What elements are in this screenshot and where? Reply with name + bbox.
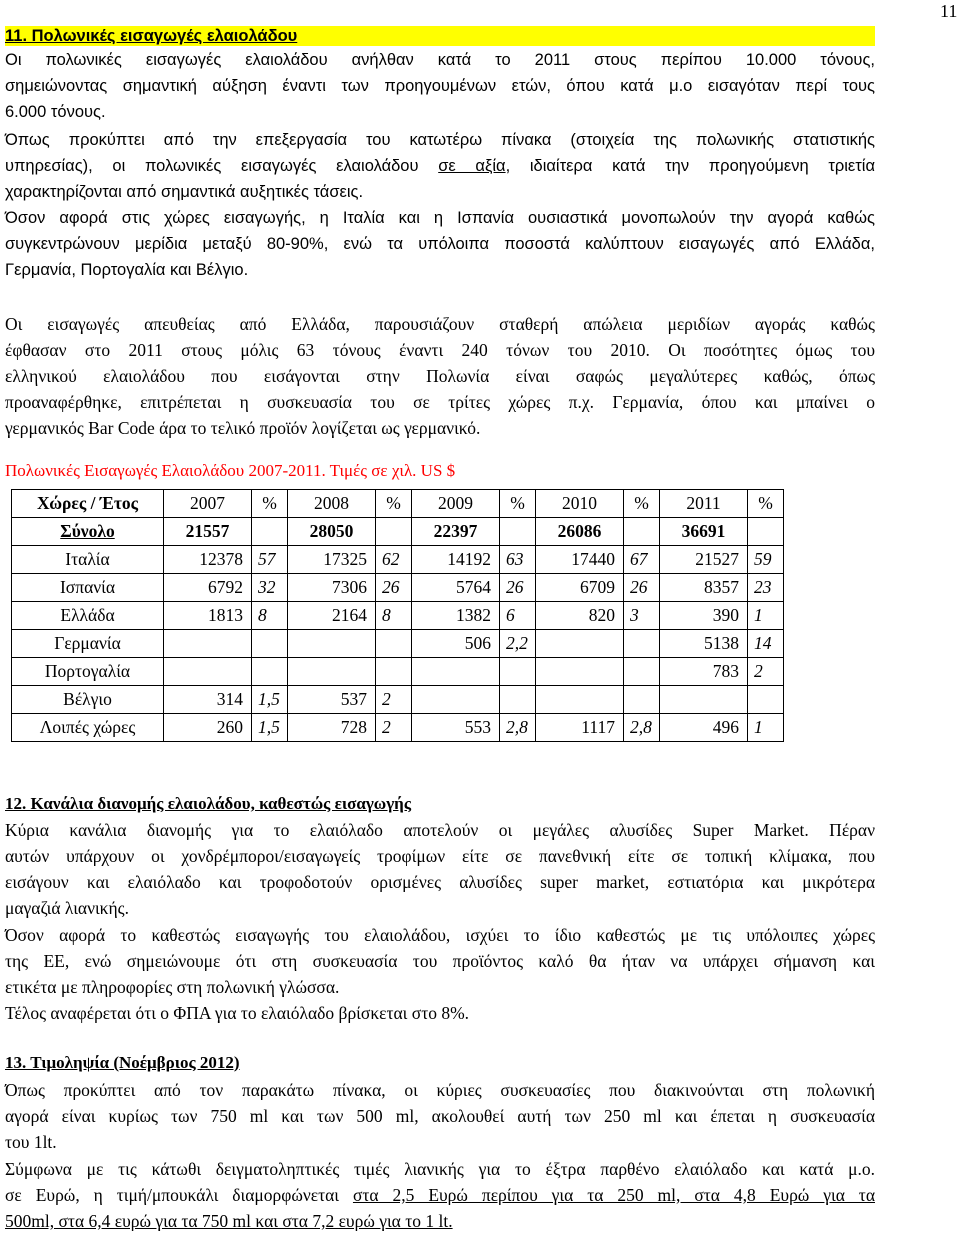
value-cell: 21527 bbox=[660, 546, 748, 574]
value-cell: 783 bbox=[660, 658, 748, 686]
value-cell: 496 bbox=[660, 714, 748, 742]
table-caption: Πολωνικές Εισαγωγές Ελαιολάδου 2007-2011. Τιμές σε χιλ. US $ bbox=[5, 461, 456, 480]
value-cell: 314 bbox=[164, 686, 252, 714]
text-line: αυτών υπάρχουν οι χονδρέμποροι/εισαγωγείς τροφίμων είτε σε πανεθνική είτε σε τοπική κλίμακα, που bbox=[5, 846, 875, 866]
value-cell: 2009 bbox=[412, 490, 500, 518]
percent-cell bbox=[376, 658, 412, 686]
percent-cell: 2 bbox=[376, 686, 412, 714]
value-cell: 26086 bbox=[536, 518, 624, 546]
percent-cell: 63 bbox=[500, 546, 536, 574]
value-cell: 260 bbox=[164, 714, 252, 742]
percent-cell: 1,5 bbox=[252, 686, 288, 714]
underlined-price-text: στα 2,5 Ευρώ περίπου για τα 250 ml, στα 4,8 Ευρώ για τα bbox=[352, 1185, 875, 1205]
value-cell: 17440 bbox=[536, 546, 624, 574]
text-line: εισάγουν και ελαιόλαδο και τροφοδοτούν ορισμένες αλυσίδες super market, εστιατόρια και μικρότερα bbox=[5, 872, 875, 892]
value-cell: 390 bbox=[660, 602, 748, 630]
percent-cell: 8 bbox=[252, 602, 288, 630]
value-cell: 8357 bbox=[660, 574, 748, 602]
value-cell bbox=[288, 630, 376, 658]
percent-cell: 2,8 bbox=[500, 714, 536, 742]
percent-cell bbox=[252, 518, 288, 546]
country-cell: Χώρες / Έτος bbox=[12, 490, 164, 518]
percent-cell: 2 bbox=[376, 714, 412, 742]
text-line: του 1lt. bbox=[5, 1132, 57, 1152]
percent-cell: % bbox=[376, 490, 412, 518]
value-cell: 22397 bbox=[412, 518, 500, 546]
text-line: της ΕΕ, ενώ σημειώνουμε ότι στη συσκευασία του προϊόντος καλό θα ήταν να υπάρχει σήμανση και bbox=[5, 951, 875, 971]
percent-cell: 1 bbox=[748, 602, 784, 630]
text-line: Κύρια κανάλια διανομής για το ελαιόλαδο αποτελούν οι μεγάλες αλυσίδες Super Market. Πέραν bbox=[5, 820, 875, 840]
value-cell bbox=[288, 658, 376, 686]
text-line: σε Ευρώ, η τιμή/μπουκάλι διαμορφώνεται στα 2,5 Ευρώ περίπου για τα 250 ml, στα 4,8 Ευρώ για τα bbox=[5, 1185, 875, 1205]
table-header-row bbox=[12, 490, 784, 518]
text-line: ελληνικού ελαιολάδου που εισάγονται στην Πολωνία είναι σαφώς μεγαλύτερες καθώς, όπως bbox=[5, 366, 875, 386]
text-line: Τέλος αναφέρεται ότι ο ΦΠΑ για το ελαιόλαδο βρίσκεται στο 8%. bbox=[5, 1003, 470, 1023]
section-11-title: 11. Πολωνικές εισαγωγές ελαιολάδου bbox=[5, 26, 875, 46]
imports-table bbox=[11, 489, 784, 742]
percent-cell: 8 bbox=[376, 602, 412, 630]
value-cell bbox=[412, 686, 500, 714]
value-cell bbox=[660, 686, 748, 714]
table-row bbox=[12, 714, 784, 742]
country-cell: Γερμανία bbox=[12, 630, 164, 658]
text-line: συγκεντρώνουν μερίδια μεταξύ 80-90%, ενώ τα υπόλοιπα ποσοστά καλύπτουν εισαγωγές από Ελλάδα, bbox=[5, 235, 875, 253]
text-line: αγορά είναι κυρίως των 750 ml και των 500 ml, ακολουθεί αυτή των 250 ml και έπεται η συσκευασία bbox=[5, 1106, 875, 1126]
percent-cell: 14 bbox=[748, 630, 784, 658]
value-cell bbox=[536, 630, 624, 658]
text-line: Οι πολωνικές εισαγωγές ελαιολάδου ανήλθαν κατά το 2011 στους περίπου 10.000 τόνους, bbox=[5, 51, 875, 69]
percent-cell: 57 bbox=[252, 546, 288, 574]
underlined-price-text: 500ml, στα 6,4 ευρώ για τα 750 ml και στα 7,2 ευρώ για το 1 lt. bbox=[5, 1211, 453, 1231]
section-12-title: 12. Κανάλια διανομής ελαιολάδου, καθεστώς εισαγωγής bbox=[5, 794, 412, 813]
country-cell: Πορτογαλία bbox=[12, 658, 164, 686]
section-13-paragraph-2 bbox=[5, 1156, 875, 1234]
value-cell: 2008 bbox=[288, 490, 376, 518]
page-number: 11 bbox=[940, 1, 958, 21]
text-line: χαρακτηρίζονται από σημαντικά αυξητικές τάσεις. bbox=[5, 183, 364, 201]
value-cell: 21557 bbox=[164, 518, 252, 546]
value-cell: 5764 bbox=[412, 574, 500, 602]
country-cell: Ελλάδα bbox=[12, 602, 164, 630]
value-cell: 1117 bbox=[536, 714, 624, 742]
text-line: έφθασαν στο 2011 στους μόλις 63 τόνους έναντι 240 τόνων του 2010. Οι ποσότητες όμως του bbox=[5, 340, 875, 360]
percent-cell bbox=[624, 518, 660, 546]
value-cell bbox=[164, 658, 252, 686]
text-line: γερμανικός Bar Code άρα το τελικό προϊόν λογίζεται ως γερμανικό. bbox=[5, 418, 481, 438]
table-row bbox=[12, 518, 784, 546]
percent-cell: 26 bbox=[376, 574, 412, 602]
value-cell: 17325 bbox=[288, 546, 376, 574]
percent-cell bbox=[500, 518, 536, 546]
percent-cell: 32 bbox=[252, 574, 288, 602]
value-cell: 1382 bbox=[412, 602, 500, 630]
table-row bbox=[12, 686, 784, 714]
percent-cell: 23 bbox=[748, 574, 784, 602]
value-cell: 36691 bbox=[660, 518, 748, 546]
value-cell: 2164 bbox=[288, 602, 376, 630]
value-cell: 2010 bbox=[536, 490, 624, 518]
section-12-paragraph-3 bbox=[5, 1000, 875, 1026]
section-11-paragraph-4 bbox=[5, 311, 875, 441]
section-13-paragraph-1 bbox=[5, 1077, 875, 1155]
percent-cell bbox=[252, 658, 288, 686]
table-row bbox=[12, 630, 784, 658]
value-cell: 2007 bbox=[164, 490, 252, 518]
text-line: ετικέτα με πληροφορίες στη πολωνική γλώσσα. bbox=[5, 977, 340, 997]
value-cell: 728 bbox=[288, 714, 376, 742]
value-cell: 6709 bbox=[536, 574, 624, 602]
percent-cell: 26 bbox=[624, 574, 660, 602]
percent-cell bbox=[748, 686, 784, 714]
value-cell: 14192 bbox=[412, 546, 500, 574]
country-cell: Λοιπές χώρες bbox=[12, 714, 164, 742]
value-cell: 553 bbox=[412, 714, 500, 742]
text-line: Γερμανία, Πορτογαλία και Βέλγιο. bbox=[5, 261, 249, 279]
percent-cell: 6 bbox=[500, 602, 536, 630]
percent-cell: % bbox=[624, 490, 660, 518]
table-row bbox=[12, 574, 784, 602]
text-line: 6.000 τόνους. bbox=[5, 103, 106, 121]
percent-cell: 2,2 bbox=[500, 630, 536, 658]
percent-cell: 26 bbox=[500, 574, 536, 602]
country-cell: Ιταλία bbox=[12, 546, 164, 574]
section-11-paragraph-1 bbox=[5, 47, 875, 125]
value-cell: 2011 bbox=[660, 490, 748, 518]
percent-cell bbox=[252, 630, 288, 658]
text-line: Οι εισαγωγές απευθείας από Ελλάδα, παρουσιάζουν σταθερή απώλεια μεριδίων αγοράς καθώς bbox=[5, 314, 875, 334]
underlined-value-text: σε αξία bbox=[438, 157, 506, 175]
percent-cell bbox=[500, 686, 536, 714]
table-row bbox=[12, 658, 784, 686]
value-cell: 5138 bbox=[660, 630, 748, 658]
percent-cell: 59 bbox=[748, 546, 784, 574]
country-cell: Βέλγιο bbox=[12, 686, 164, 714]
value-cell: 6792 bbox=[164, 574, 252, 602]
value-cell bbox=[412, 658, 500, 686]
percent-cell: 1,5 bbox=[252, 714, 288, 742]
percent-cell bbox=[624, 686, 660, 714]
text-line: προαναφέρθηκε, επιτρέπεται η συσκευασία του σε τρίτες χώρες π.χ. Γερμανία, όπου και μπαίνει ο bbox=[5, 392, 875, 412]
section-13-title: 13. Τιμοληψία (Νοέμβριος 2012) bbox=[5, 1053, 240, 1072]
value-cell: 7306 bbox=[288, 574, 376, 602]
percent-cell bbox=[376, 518, 412, 546]
text-line: Όσον αφορά στις χώρες εισαγωγής, η Ιταλία και η Ισπανία ουσιαστικά μονοπωλούν την αγορά καθώς bbox=[5, 209, 875, 227]
text-line: Σύμφωνα με τις κάτωθι δειγματοληπτικές τιμές λιανικής για το έξτρα παρθένο ελαιόλαδο και κατά μ.ο. bbox=[5, 1159, 875, 1179]
percent-cell bbox=[500, 658, 536, 686]
percent-cell: % bbox=[252, 490, 288, 518]
section-12-paragraph-2 bbox=[5, 922, 875, 1000]
table-row bbox=[12, 546, 784, 574]
value-cell bbox=[164, 630, 252, 658]
value-cell bbox=[536, 658, 624, 686]
country-cell: Ισπανία bbox=[12, 574, 164, 602]
percent-cell: 2,8 bbox=[624, 714, 660, 742]
text-line: μαγαζιά λιανικής. bbox=[5, 898, 129, 918]
section-11-paragraph-2 bbox=[5, 127, 875, 205]
section-12-paragraph-1 bbox=[5, 817, 875, 921]
percent-cell: 3 bbox=[624, 602, 660, 630]
text-line: υπηρεσίας), οι πολωνικές εισαγωγές ελαιολάδου σε αξία, ιδιαίτερα κατά την προηγούμενη τριετία bbox=[5, 157, 876, 175]
value-cell: 28050 bbox=[288, 518, 376, 546]
percent-cell: % bbox=[748, 490, 784, 518]
text-line: Όπως προκύπτει από τον παρακάτω πίνακα, οι κύριες συσκευασίες που διακινούνται στη πολωνική bbox=[5, 1080, 875, 1100]
value-cell: 12378 bbox=[164, 546, 252, 574]
percent-cell: 2 bbox=[748, 658, 784, 686]
text-line: Όπως προκύπτει από την επεξεργασία του κατωτέρω πίνακα (στοιχεία της πολωνικής στατιστικής bbox=[5, 131, 875, 149]
text-line: Όσον αφορά το καθεστώς εισαγωγής του ελαιολάδου, ισχύει το ίδιο καθεστώς με τις υπόλοιπες χώρες bbox=[5, 925, 875, 945]
percent-cell bbox=[376, 630, 412, 658]
percent-cell: 1 bbox=[748, 714, 784, 742]
value-cell: 820 bbox=[536, 602, 624, 630]
percent-cell bbox=[624, 630, 660, 658]
percent-cell: 67 bbox=[624, 546, 660, 574]
table-row bbox=[12, 602, 784, 630]
value-cell bbox=[536, 686, 624, 714]
section-11-paragraph-3 bbox=[5, 205, 875, 283]
value-cell: 506 bbox=[412, 630, 500, 658]
text-line: σημειώνοντας σημαντική αύξηση έναντι των προηγουμένων ετών, όπου κατά μ.ο εισαγόταν περί τους bbox=[5, 77, 875, 95]
country-cell: Σύνολο bbox=[12, 518, 164, 546]
value-cell: 537 bbox=[288, 686, 376, 714]
text-line bbox=[5, 1208, 875, 1234]
percent-cell: % bbox=[500, 490, 536, 518]
percent-cell bbox=[748, 518, 784, 546]
percent-cell: 62 bbox=[376, 546, 412, 574]
value-cell: 1813 bbox=[164, 602, 252, 630]
percent-cell bbox=[624, 658, 660, 686]
